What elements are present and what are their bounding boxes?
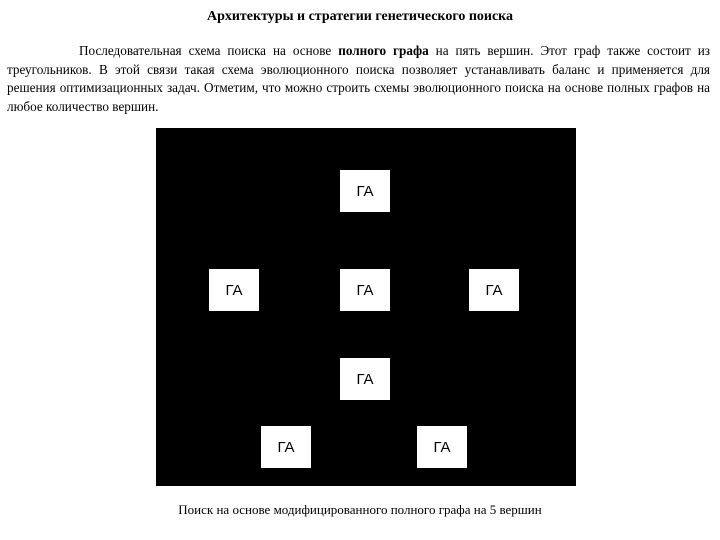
ga-node-bottom-left: ГА	[261, 426, 311, 468]
paragraph-text-start: Последовательная схема поиска на основе	[79, 43, 339, 58]
figure-caption: Поиск на основе модифицированного полного графа на 5 вершин	[178, 502, 542, 517]
ga-node-left: ГА	[209, 269, 259, 311]
ga-node-lower-center: ГА	[340, 358, 390, 400]
paragraph-bold-term: полного графа	[338, 43, 429, 58]
ga-node-right: ГА	[469, 269, 519, 311]
body-paragraph	[7, 42, 710, 116]
page-title: Архитектуры и стратегии генетического поиска	[206, 9, 514, 24]
paragraph-text-end: на пять вершин. Этот граф также состоит из треугольников. В этой связи такая схема эволюционного поиска позволяет устанавливать баланс и применяется для решения оптимизационных задач. Отметим, что можно строить схемы эволюционного поиска на основе полных графов на любое количество вершин.	[7, 43, 711, 114]
ga-node-top: ГА	[340, 170, 390, 212]
graph-figure	[156, 128, 576, 486]
ga-node-bottom-right: ГА	[417, 426, 467, 468]
ga-node-center: ГА	[340, 269, 390, 311]
